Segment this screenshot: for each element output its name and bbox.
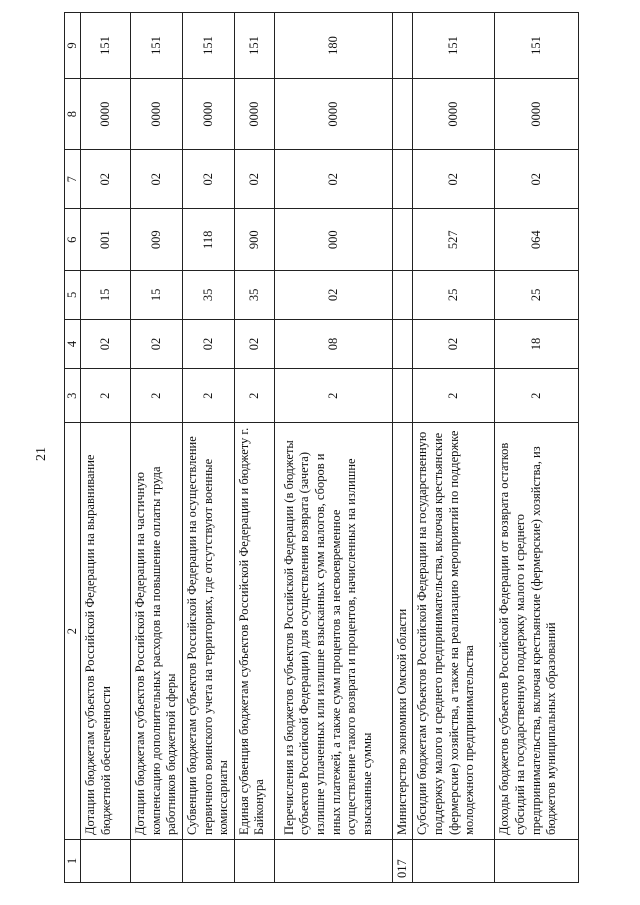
income-name-cell: Доходы бюджетов субъектов Российской Федерации от возврата остатков субсидий на государственную поддержку малого и среднего предпринимательства, включая крестьянские (фермерские) хозяйства, из бюджетов муниципальных образований [495, 423, 579, 840]
code-cell [392, 271, 413, 319]
admin-code-cell [413, 839, 495, 882]
income-name-cell: Дотации бюджетам субъектов Российской Федерации на выравнивание бюджетной обеспеченности [81, 423, 131, 840]
table-row [495, 13, 579, 883]
admin-code-cell [131, 839, 183, 882]
code-cell: 2 [131, 369, 183, 423]
code-cell: 15 [131, 271, 183, 319]
admin-code-cell [234, 839, 274, 882]
page-number: 21 [34, 447, 49, 461]
code-cell [392, 150, 413, 209]
code-cell: 151 [234, 13, 274, 79]
code-cell: 151 [81, 13, 131, 79]
table-row [392, 13, 413, 883]
code-cell: 0000 [131, 78, 183, 149]
code-cell: 15 [81, 271, 131, 319]
table-row [131, 13, 183, 883]
code-cell: 02 [234, 150, 274, 209]
table-row [234, 13, 274, 883]
code-cell: 118 [182, 209, 234, 271]
code-cell: 02 [495, 150, 579, 209]
code-cell: 2 [413, 369, 495, 423]
header-cell: 7 [65, 150, 81, 209]
code-cell: 2 [81, 369, 131, 423]
code-cell: 064 [495, 209, 579, 271]
table-row [413, 13, 495, 883]
rotated-page [64, 12, 592, 883]
code-cell: 900 [234, 209, 274, 271]
header-cell: 3 [65, 369, 81, 423]
income-name-cell: Дотации бюджетам субъектов Российской Федерации на частичную компенсацию дополнительных расходов на повышение оплаты труда работников бюджетной сферы [131, 423, 183, 840]
code-cell: 02 [131, 150, 183, 209]
code-cell: 02 [81, 319, 131, 369]
code-cell: 02 [182, 319, 234, 369]
code-cell: 527 [413, 209, 495, 271]
code-cell: 08 [274, 319, 392, 369]
code-cell: 35 [234, 271, 274, 319]
code-cell: 35 [182, 271, 234, 319]
code-cell: 25 [495, 271, 579, 319]
code-cell: 151 [495, 13, 579, 79]
code-cell: 2 [234, 369, 274, 423]
header-row [65, 13, 81, 883]
income-name-cell: Министерство экономики Омской области [392, 423, 413, 840]
code-cell: 0000 [234, 78, 274, 149]
code-cell: 180 [274, 13, 392, 79]
code-cell [392, 319, 413, 369]
admin-code-cell: 017 [392, 839, 413, 882]
code-cell: 02 [234, 319, 274, 369]
admin-code-cell [495, 839, 579, 882]
header-cell: 8 [65, 78, 81, 149]
code-cell: 02 [182, 150, 234, 209]
budget-classification-table [64, 12, 579, 883]
code-cell [392, 13, 413, 79]
header-cell: 6 [65, 209, 81, 271]
income-name-cell: Перечисления из бюджетов субъектов Российской Федерации (в бюджеты субъектов Российской Федерации) для осуществления возврата (зачета) излишне уплаченных или излишне взысканных сумм налогов, сборов и иных платежей, а также сумм процентов за несвоевременное осуществление такого возврата и процентов, начисленных на излишне взысканные суммы [274, 423, 392, 840]
admin-code-cell [81, 839, 131, 882]
code-cell [392, 78, 413, 149]
code-cell: 151 [131, 13, 183, 79]
code-cell: 02 [81, 150, 131, 209]
code-cell: 0000 [274, 78, 392, 149]
header-cell: 4 [65, 319, 81, 369]
code-cell: 0000 [182, 78, 234, 149]
table-row [274, 13, 392, 883]
header-cell: 9 [65, 13, 81, 79]
code-cell: 0000 [413, 78, 495, 149]
income-name-cell: Субсидии бюджетам субъектов Российской Федерации на государственную поддержку малого и среднего предпринимательства, включая крестьянские (фермерские) хозяйства, а также на реализацию мероприятий по поддержке молодежного предпринимательства [413, 423, 495, 840]
code-cell: 25 [413, 271, 495, 319]
code-cell: 02 [274, 150, 392, 209]
table-row [81, 13, 131, 883]
code-cell: 151 [182, 13, 234, 79]
code-cell: 02 [131, 319, 183, 369]
header-cell: 1 [65, 839, 81, 882]
code-cell: 001 [81, 209, 131, 271]
code-cell: 02 [413, 150, 495, 209]
code-cell: 18 [495, 319, 579, 369]
code-cell: 009 [131, 209, 183, 271]
code-cell: 151 [413, 13, 495, 79]
code-cell: 0000 [81, 78, 131, 149]
header-cell: 5 [65, 271, 81, 319]
code-cell: 0000 [495, 78, 579, 149]
admin-code-cell [182, 839, 234, 882]
code-cell [392, 369, 413, 423]
code-cell: 02 [274, 271, 392, 319]
header-cell: 2 [65, 423, 81, 840]
code-cell [392, 209, 413, 271]
code-cell: 02 [413, 319, 495, 369]
code-cell: 2 [182, 369, 234, 423]
table-row [182, 13, 234, 883]
income-name-cell: Субвенции бюджетам субъектов Российской Федерации на осуществление первичного воинского учета на территориях, где отсутствуют военные комиссариаты [182, 423, 234, 840]
code-cell: 2 [495, 369, 579, 423]
code-cell: 2 [274, 369, 392, 423]
admin-code-cell [274, 839, 392, 882]
income-name-cell: Единая субвенция бюджетам субъектов Российской Федерации и бюджету г. Байконура [234, 423, 274, 840]
code-cell: 000 [274, 209, 392, 271]
